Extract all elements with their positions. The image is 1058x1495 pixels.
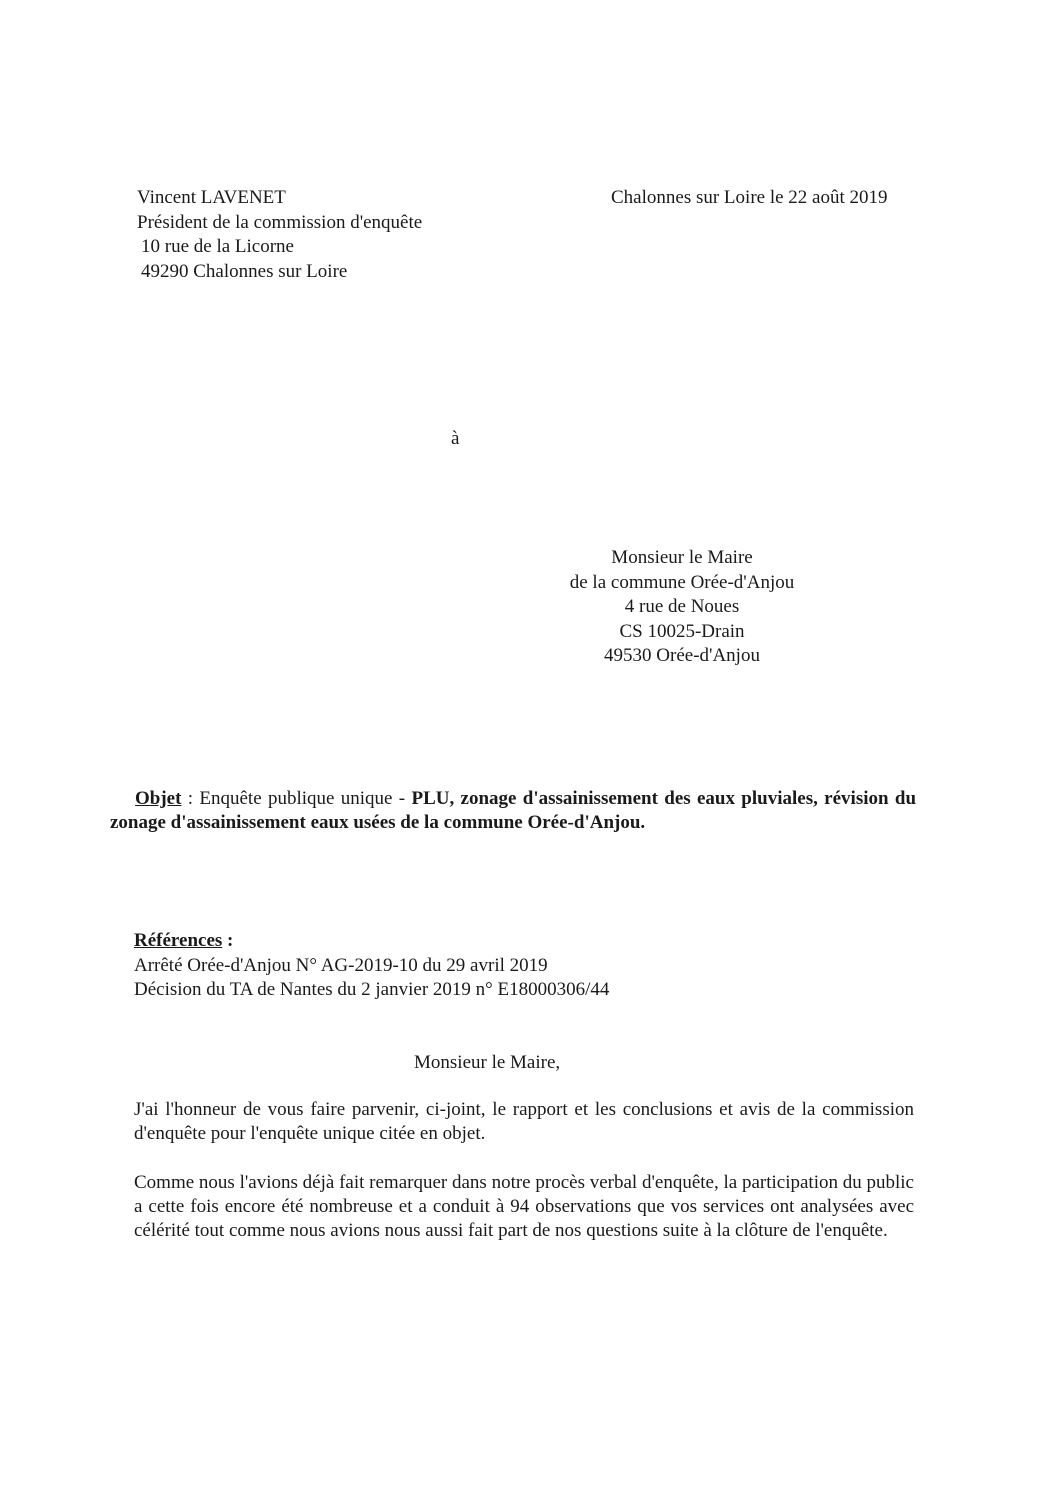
subject-separator: :	[181, 788, 200, 809]
body-paragraph: J'ai l'honneur de vous faire parvenir, ci-joint, le rapport et les conclusions et avis de la commission d'enquête pour l'enquête unique citée en objet.	[134, 1099, 914, 1144]
sender-block	[137, 186, 422, 284]
subject-plain-text: Enquête publique unique -	[199, 788, 412, 809]
sender-street: 10 rue de la Licorne	[141, 236, 294, 257]
reference-item: Décision du TA de Nantes du 2 janvier 2019 n° E18000306/44	[134, 979, 610, 1000]
body-paragraph: Comme nous l'avions déjà fait remarquer dans notre procès verbal d'enquête, la participation du public a cette fois encore été nombreuse et a conduit à 94 observations que vos services ont analysées avec célérité tout comme nous avions nous aussi fait part de nos questions suite à la clôture de l'enquête.	[134, 1172, 914, 1241]
subject-block	[110, 787, 916, 835]
to-word: à	[451, 428, 460, 449]
references-block	[134, 929, 609, 1003]
subject-bold-text: PLU, zonage d'assainissement des eaux pluviales, révision du zonage d'assainissement eaux usées de la commune Orée-d'Anjou.	[110, 788, 917, 833]
recipient-title: Monsieur le Maire	[611, 547, 753, 568]
date-line: Chalonnes sur Loire le 22 août 2019	[611, 187, 888, 208]
sender-city: 49290 Chalonnes sur Loire	[141, 260, 348, 282]
reference-item: Arrêté Orée-d'Anjou N° AG-2019-10 du 29 avril 2019	[134, 954, 548, 976]
references-colon: :	[222, 930, 234, 951]
sender-name: Vincent LAVENET	[137, 187, 286, 208]
sender-role: Président de la commission d'enquête	[137, 211, 423, 233]
recipient-city: 49530 Orée-d'Anjou	[604, 645, 760, 666]
salutation: Monsieur le Maire,	[414, 1052, 561, 1073]
recipient-commune: de la commune Orée-d'Anjou	[569, 571, 795, 593]
references-title: Références	[134, 930, 223, 951]
subject-label: Objet	[135, 788, 182, 809]
recipient-block	[552, 546, 812, 669]
recipient-street: 4 rue de Noues	[624, 596, 740, 617]
recipient-cs: CS 10025-Drain	[619, 620, 745, 642]
